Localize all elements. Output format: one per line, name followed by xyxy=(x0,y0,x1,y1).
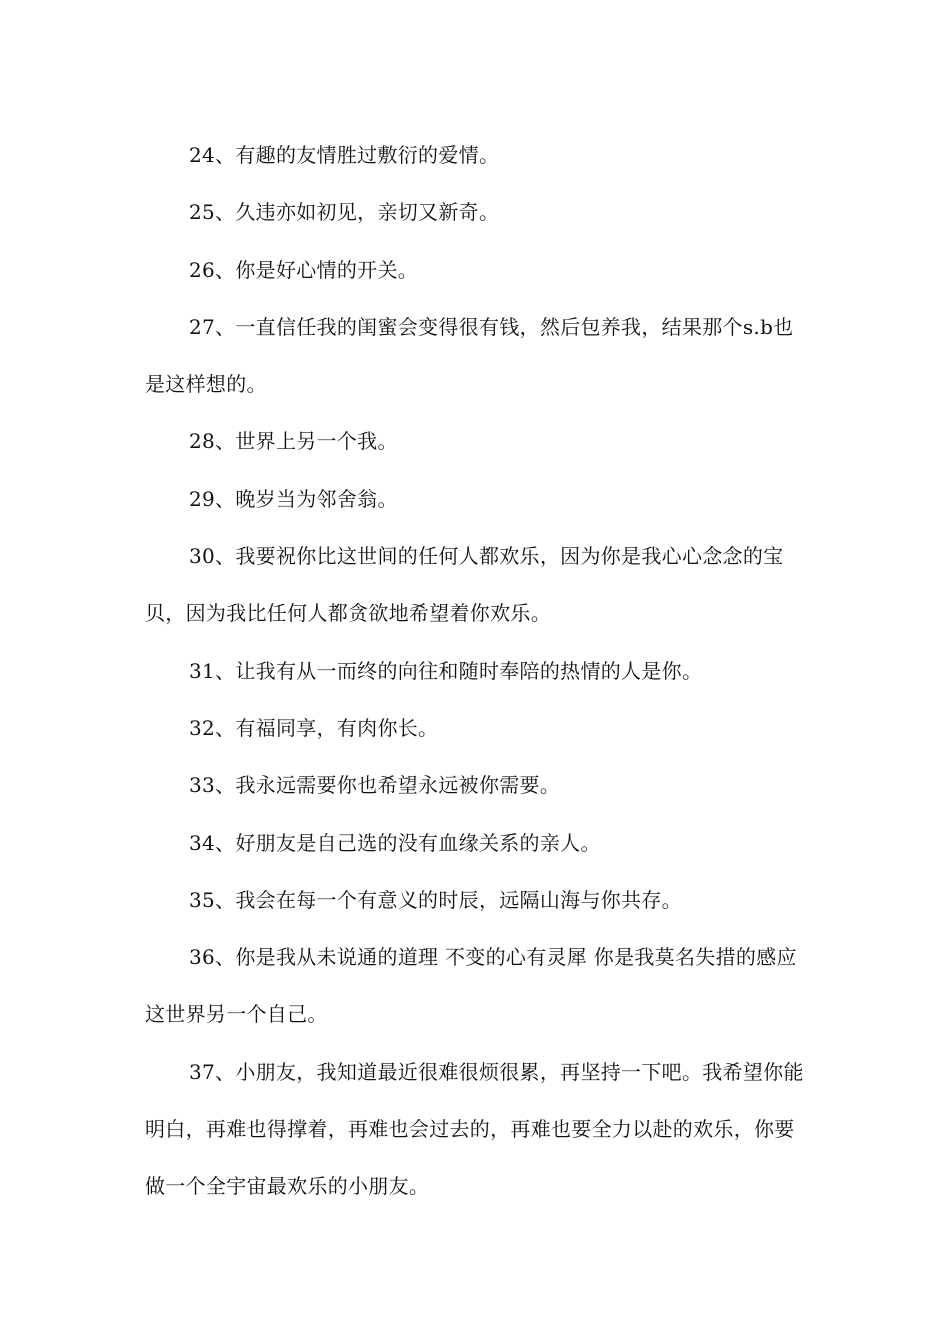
paragraph-30: 30、我要祝你比这世间的任何人都欢乐，因为你是我心心念念的宝贝，因为我比任何人都贪欲地希望着你欢乐。 xyxy=(145,544,784,626)
paragraph-26: 26、你是好心情的开关。 xyxy=(189,257,419,282)
paragraph-36: 36、你是我从未说通的道理 不变的心有灵犀 你是我莫名失措的感应 这世界另一个自己。 xyxy=(145,945,797,1027)
paragraph-34: 34、好朋友是自己选的没有血缘关系的亲人。 xyxy=(189,830,601,855)
paragraph-37: 37、小朋友，我知道最近很难很烦很累，再坚持一下吧。我希望你能明白，再难也得撑着，再难也会过去的，再难也要全力以赴的欢乐，你要做一个全宇宙最欢乐的小朋友。 xyxy=(145,1059,804,1199)
document-body xyxy=(145,127,810,1216)
paragraph-29: 29、晚岁当为邻舍翁。 xyxy=(189,486,398,511)
paragraph-31: 31、让我有从一而终的向往和随时奉陪的热情的人是你。 xyxy=(189,658,703,683)
paragraph-28: 28、世界上另一个我。 xyxy=(189,429,398,454)
paragraph-24: 24、有趣的友情胜过敷衍的爱情。 xyxy=(189,143,500,167)
paragraph-33: 33、我永远需要你也希望永远被你需要。 xyxy=(189,773,561,798)
paragraph-35: 35、我会在每一个有意义的时辰，远隔山海与你共存。 xyxy=(189,887,682,912)
paragraph-25: 25、久违亦如初见，亲切又新奇。 xyxy=(189,200,500,225)
paragraph-32: 32、有福同享，有肉你长。 xyxy=(189,715,439,740)
paragraph-27: 27、一直信任我的闺蜜会变得很有钱，然后包养我，结果那个s.b也是这样想的。 xyxy=(145,314,794,397)
